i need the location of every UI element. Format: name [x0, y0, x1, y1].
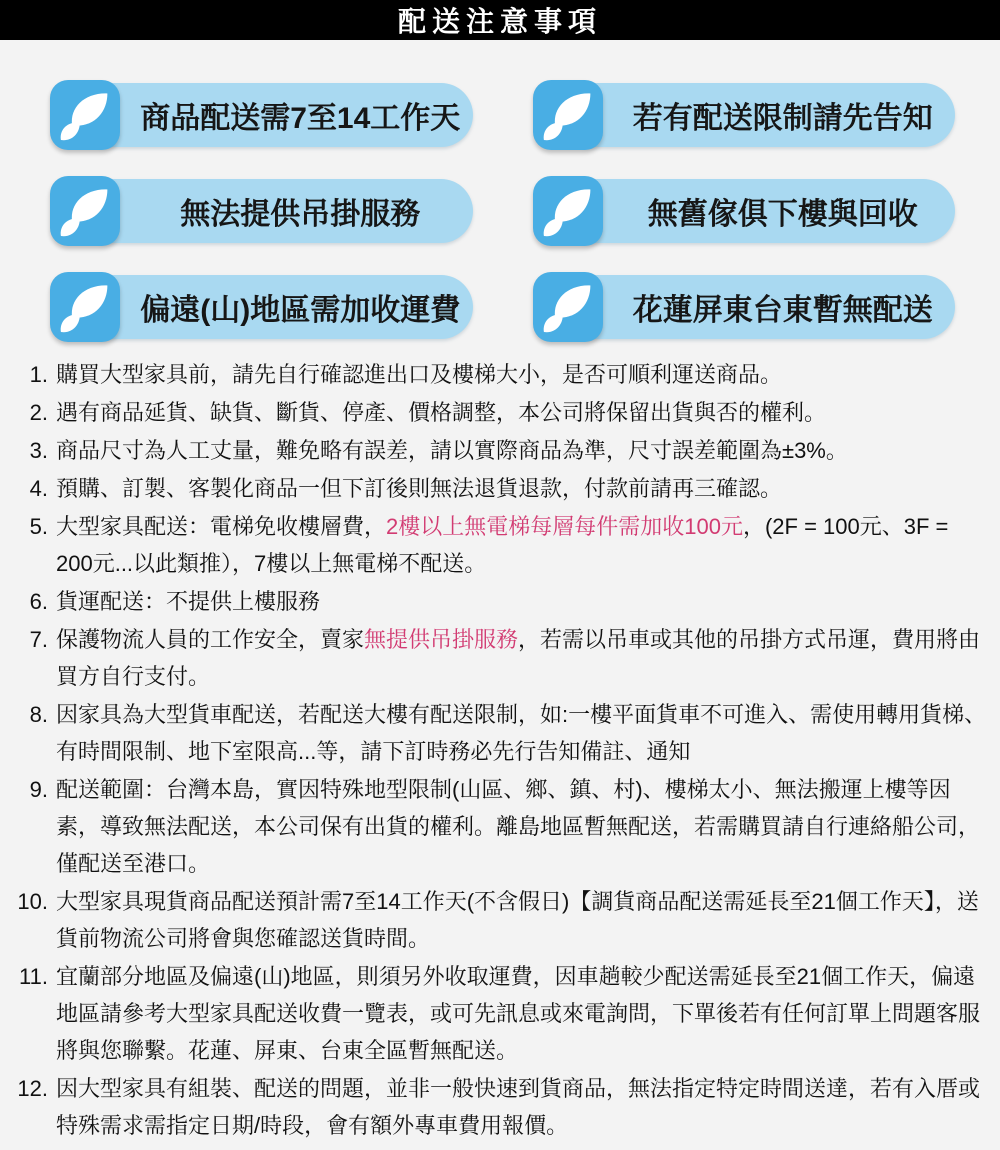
note-item — [14, 356, 988, 393]
delivery-badge — [50, 176, 473, 246]
page-title: 配送注意事項 — [397, 6, 602, 37]
note-text-segment: 購買大型家具前，請先自行確認進出口及樓梯大小，是否可順利運送商品。 — [56, 362, 783, 387]
note-text-segment: 貨運配送：不提供上樓服務 — [56, 589, 321, 614]
note-text — [56, 621, 988, 695]
note-number: 2. — [29, 400, 48, 425]
note-text-segment: 因大型家具有組裝、配送的問題，並非一般快速到貨商品，無法指定特定時間送達，若有入厝或特殊需求需指定日期/時段，會有額外專車費用報價。 — [56, 1076, 981, 1138]
badge-label: 無法提供吊掛服務 — [76, 179, 473, 243]
note-number: 1. — [29, 362, 48, 387]
badge-label: 若有配送限制請先告知 — [559, 83, 956, 147]
note-number: 6. — [29, 589, 48, 614]
note-text-highlight: 2樓以上無電梯每層每件需加收100元 — [386, 514, 743, 539]
leaf-icon — [50, 80, 120, 150]
note-text-segment: 遇有商品延貨、缺貨、斷貨、停產、價格調整，本公司將保留出貨與否的權利。 — [56, 400, 827, 425]
note-number: 11. — [19, 964, 48, 989]
note-text — [56, 394, 988, 431]
page-title-bar — [0, 0, 1000, 40]
leaf-icon — [533, 80, 603, 150]
note-text-segment: 保護物流人員的工作安全，賣家 — [56, 627, 365, 652]
delivery-badge — [533, 176, 956, 246]
note-item — [14, 883, 988, 957]
note-number: 3. — [29, 438, 48, 463]
note-text — [56, 958, 988, 1069]
note-item — [14, 771, 988, 882]
note-text-segment: 大型家具配送：電梯免收樓層費， — [56, 514, 387, 539]
note-text — [56, 356, 988, 393]
note-text-segment: ，若需以吊車或其他的吊掛方式吊運，費用將由買方自行支付。 — [56, 627, 981, 689]
badge-label: 花蓮屏東台東暫無配送 — [559, 275, 956, 339]
note-text — [56, 583, 988, 620]
note-item — [14, 1070, 988, 1144]
note-item — [14, 958, 988, 1069]
note-number: 12. — [17, 1076, 48, 1101]
note-item — [14, 508, 988, 582]
note-item — [14, 432, 988, 469]
note-number: 10. — [17, 889, 48, 914]
note-number: 4. — [29, 476, 48, 501]
note-item — [14, 470, 988, 507]
leaf-icon — [50, 272, 120, 342]
leaf-icon — [533, 176, 603, 246]
note-number: 8. — [29, 702, 48, 727]
note-text-segment: 宜蘭部分地區及偏遠(山)地區，則須另外收取運費，因車趟較少配送需延長至21個工作天，偏遠地區請參考大型家具配送收費一覽表，或可先訊息或來電詢問，下單後若有任何訂單上問題客服將與您聯繫。花蓮、屏東、台東全區暫無配送。 — [56, 964, 981, 1063]
note-text — [56, 432, 988, 469]
note-text-segment: 因家具為大型貨車配送，若配送大樓有配送限制，如:一樓平面貨車不可進入、需使用轉用貨梯、有時間限制、地下室限高...等，請下訂時務必先行告知備註、通知 — [56, 702, 987, 764]
note-item — [14, 583, 988, 620]
delivery-badge — [533, 80, 956, 150]
note-text-segment: 大型家具現貨商品配送預計需7至14工作天(不含假日)【調貨商品配送需延長至21個工作天】，送貨前物流公司將會與您確認送貨時間。 — [56, 889, 979, 951]
badge-grid — [0, 40, 1000, 342]
delivery-badge — [533, 272, 956, 342]
note-text — [56, 1070, 988, 1144]
note-text-highlight: 無提供吊掛服務 — [364, 627, 519, 652]
note-text — [56, 771, 988, 882]
note-text-segment: ，(2F = 100元、3F = 200元...以此類推），7樓以上無電梯不配送。 — [56, 514, 949, 576]
note-text — [56, 696, 988, 770]
leaf-icon — [533, 272, 603, 342]
badge-label: 無舊傢俱下樓與回收 — [559, 179, 956, 243]
note-text — [56, 883, 988, 957]
note-text — [56, 508, 988, 582]
note-item — [14, 696, 988, 770]
badge-label: 商品配送需7至14工作天 — [76, 83, 473, 147]
note-text-segment: 預購、訂製、客製化商品一但下訂後則無法退貨退款，付款前請再三確認。 — [56, 476, 783, 501]
note-number: 7. — [29, 627, 48, 652]
note-number: 5. — [29, 514, 48, 539]
note-item — [14, 621, 988, 695]
notes-list — [0, 342, 1000, 1144]
note-number: 9. — [29, 777, 48, 802]
badge-label: 偏遠(山)地區需加收運費 — [76, 275, 473, 339]
delivery-badge — [50, 272, 473, 342]
note-text-segment: 商品尺寸為人工丈量，難免略有誤差，請以實際商品為準，尺寸誤差範圍為±3%。 — [56, 438, 848, 463]
leaf-icon — [50, 176, 120, 246]
note-text-segment: 配送範圍：台灣本島，實因特殊地型限制(山區、鄉、鎮、村)、樓梯太小、無法搬運上樓等因素，導致無法配送，本公司保有出貨的權利。離島地區暫無配送，若需購買請自行連絡船公司，僅配送至港口。 — [56, 777, 981, 876]
delivery-badge — [50, 80, 473, 150]
note-text — [56, 470, 988, 507]
note-item — [14, 394, 988, 431]
